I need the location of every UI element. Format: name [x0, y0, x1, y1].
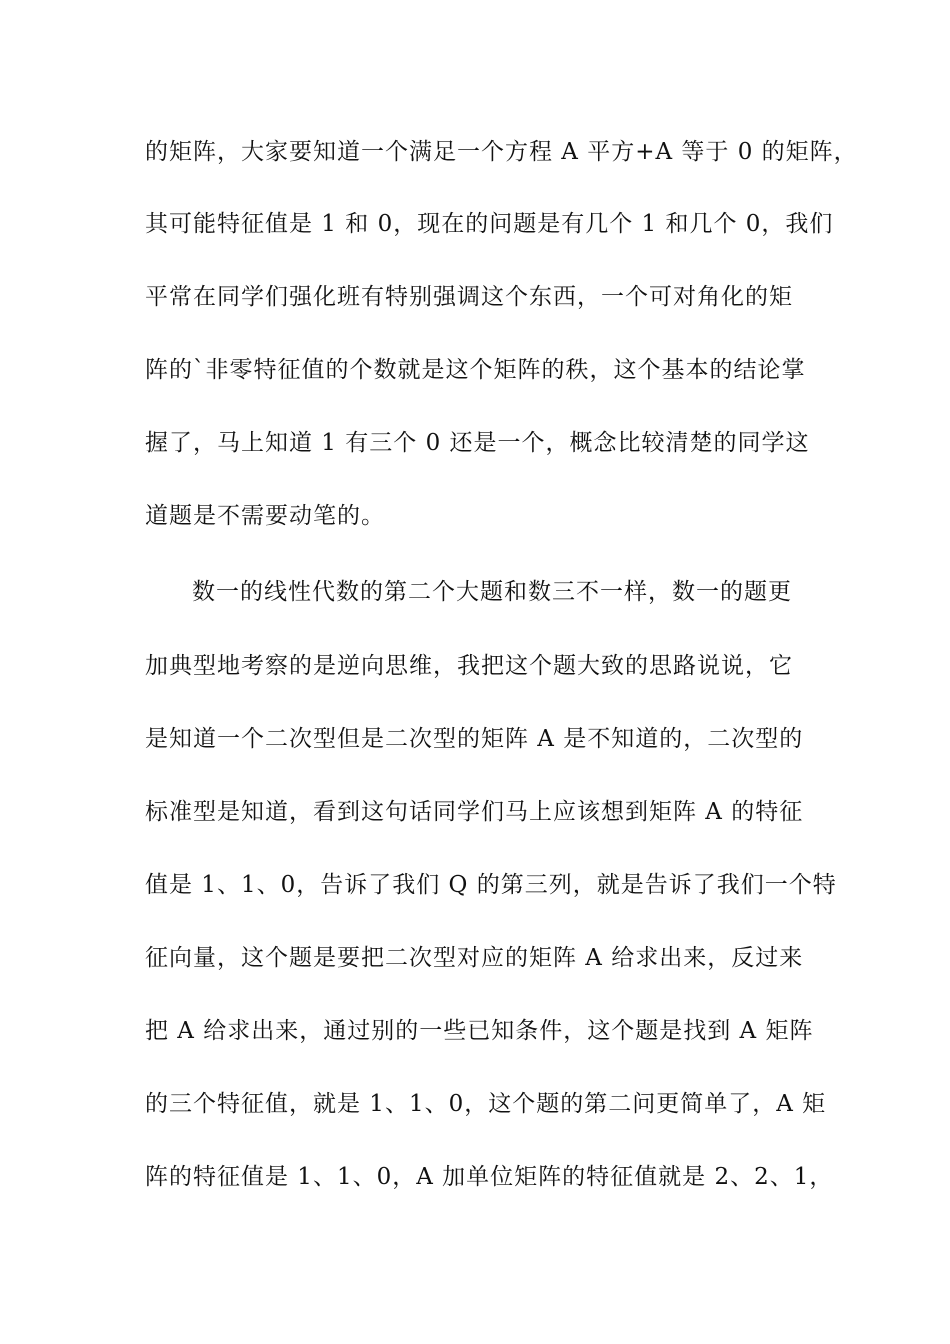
text-line-13: 把 A 给求出来，通过别的一些已知条件，这个题是找到 A 矩阵	[145, 1018, 814, 1044]
text-line-3: 平常在同学们强化班有特别强调这个东西，一个可对角化的矩	[145, 284, 793, 310]
text-line-12: 征向量，这个题是要把二次型对应的矩阵 A 给求出来，反过来	[145, 945, 804, 971]
text-line-14: 的三个特征值，就是 1、1、0，这个题的第二问更简单了，A 矩	[145, 1091, 827, 1117]
paragraph-2-line-1: 数一的线性代数的第二个大题和数三不一样，数一的题更	[192, 579, 792, 605]
text-line-15: 阵的特征值是 1、1、0，A 加单位矩阵的特征值就是 2、2、1，	[145, 1164, 834, 1190]
text-line-4: 阵的`非零特征值的个数就是这个矩阵的秩，这个基本的结论掌	[145, 357, 806, 383]
text-line-5: 握了，马上知道 1 有三个 0 还是一个，概念比较清楚的同学这	[145, 430, 810, 456]
text-line-8: 加典型地考察的是逆向思维，我把这个题大致的思路说说，它	[145, 653, 793, 679]
text-line-1: 的矩阵，大家要知道一个满足一个方程 A 平方+A 等于 0 的矩阵，	[145, 139, 858, 165]
text-line-6: 道题是不需要动笔的。	[145, 503, 385, 529]
text-line-10: 标准型是知道，看到这句话同学们马上应该想到矩阵 A 的特征	[145, 799, 804, 825]
text-line-2: 其可能特征值是 1 和 0，现在的问题是有几个 1 和几个 0，我们	[145, 211, 834, 237]
text-line-9: 是知道一个二次型但是二次型的矩阵 A 是不知道的，二次型的	[145, 726, 804, 752]
text-line-11: 值是 1、1、0，告诉了我们 Q 的第三列，就是告诉了我们一个特	[145, 872, 837, 898]
